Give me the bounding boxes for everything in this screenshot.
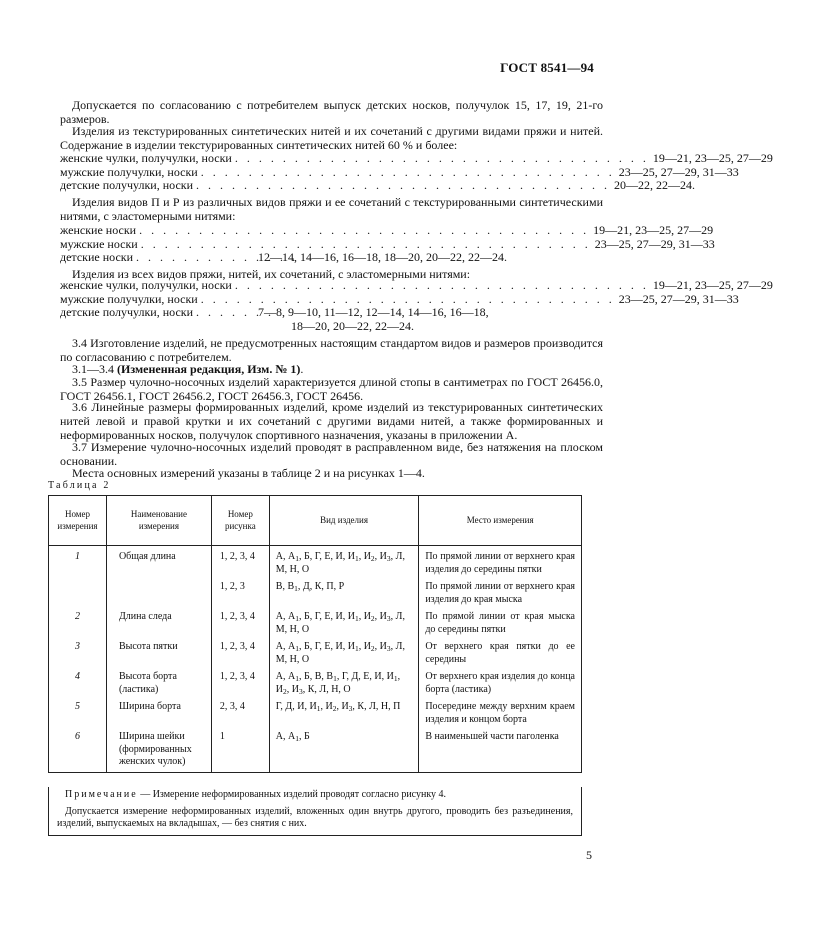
clause-3-4: 3.4 Изготовление изделий, не предусмотренных настоящим стандартом видов и размеров производится по согласованию с потребителем.	[60, 336, 603, 364]
clause-3-6: 3.6 Линейные размеры формированных изделий, кроме изделий из текстурированных синтетических нитей левой и правой крутки и их сочетаний с другими видами нитей, а также формированных и неформированных носков, получулок спортивного назначения, указаны в приложении А.	[60, 400, 603, 442]
cell-kind: А, $А_1$, Б, Г, Е, И, $И_1$, $И_2$, $И_3$, Л, М, Н, О	[269, 606, 419, 636]
cell-number	[49, 576, 107, 606]
cell-place: Посередине между верхним краем изделия и концом борта	[419, 696, 582, 726]
list-item: женские носки . . . . . . . . . . . . . . . . . . . . . . . . . . . . . . . . . . . . . . 19—21, 23—25, 27—29	[60, 223, 714, 237]
measurements-table	[48, 495, 582, 773]
cell-kind: А, $А_1$, Б, В, $В_1$, Г, Д, Е, И, $И_1$, $И_2$, $И_3$, К, Л, Н, О	[269, 666, 419, 696]
clause-amendment: 3.1—3.4 (Измененная редакция, Изм. № 1).	[72, 362, 304, 376]
cell-name: Ширина борта	[106, 696, 211, 726]
table-row	[49, 606, 582, 636]
size-list-1	[60, 151, 773, 193]
list-item: детские получулки, носки . . . . . . . 7—8, 9—10, 11—12, 12—14, 14—16, 16—18,	[60, 305, 489, 319]
cell-figure: 1, 2, 3, 4	[211, 636, 269, 666]
cell-figure: 1, 2, 3, 4	[211, 666, 269, 696]
standard-header: ГОСТ 8541—94	[500, 60, 594, 75]
cell-figure: 1, 2, 3, 4	[211, 606, 269, 636]
table-row	[49, 636, 582, 666]
size-list-2	[60, 223, 715, 265]
cell-number: 1	[49, 546, 107, 577]
paragraph-all-yarns: Изделия из всех видов пряжи, нитей, их сочетаний, с эластомерными нитями:	[72, 267, 471, 281]
cell-place: В наименьшей части паголенка	[419, 726, 582, 772]
cell-figure: 1	[211, 726, 269, 772]
table-row	[49, 546, 582, 577]
cell-place: От верхнего края пятки до ее середины	[419, 636, 582, 666]
table-row	[49, 726, 582, 772]
paragraph-pr-types: Изделия видов П и Р из различных видов пряжи и ее сочетаний с текстурированными синтетическими нитями, с эластомерными нитями:	[60, 195, 603, 223]
table-note	[48, 787, 582, 836]
paragraph-measure-places: Места основных измерений указаны в таблице 2 и на рисунках 1—4.	[72, 466, 425, 480]
table-row	[49, 576, 582, 606]
cell-figure: 1, 2, 3	[211, 576, 269, 606]
cell-figure: 1, 2, 3, 4	[211, 546, 269, 577]
cell-kind: В, $В_1$, Д, К, П, Р	[269, 576, 419, 606]
cell-name: Длина следа	[106, 606, 211, 636]
table-row	[49, 666, 582, 696]
list-item: женские чулки, получулки, носки . . . . . . . . . . . . . . . . . . . . . . . . . . . . . . . . . . . 19—21, 23—25, 27—29	[60, 151, 773, 165]
cell-number: 5	[49, 696, 107, 726]
cell-kind: А, $А_1$, Б	[269, 726, 419, 772]
cell-number: 6	[49, 726, 107, 772]
header-place: Место измерения	[419, 496, 582, 546]
list-item: мужские получулки, носки . . . . . . . . . . . . . . . . . . . . . . . . . . . . . . . . . . . 23—25, 27—29, 31—33	[60, 164, 739, 179]
list-item: мужские носки . . . . . . . . . . . . . . . . . . . . . . . . . . . . . . . . . . . . . . 23—25, 27—29, 31—33	[60, 236, 715, 251]
cell-kind: А, $А_1$, Б, Г, Е, И, $И_1$, $И_2$, $И_3$, Л, М, Н, О	[269, 636, 419, 666]
paragraph-textured-yarn: Изделия из текстурированных синтетических нитей и их сочетаний с другими видами пряжи и нитей. Содержание в изделии текстурированных синтетических нитей 60 % и более:	[60, 124, 603, 152]
header-number: Номер измерения	[49, 496, 107, 546]
table-row	[49, 696, 582, 726]
cell-place: По прямой линии от верхнего края изделия до края мыска	[419, 576, 582, 606]
cell-name: Общая длина	[106, 546, 211, 577]
list-item: детские получулки, носки . . . . . . . . . . . . . . . . . . . . . . . . . . . . . . . . . . . 20—22, 22—24.	[60, 178, 696, 192]
cell-place: По прямой линии от верхнего края изделия до середины пятки	[419, 546, 582, 577]
cell-number: 2	[49, 606, 107, 636]
size-list-3	[60, 278, 773, 333]
header-kind: Вид изделия	[269, 496, 419, 546]
paragraph-children-sizes: Допускается по согласованию с потребителем выпуск детских носков, получулок 15, 17, 19, 21-го размеров.	[60, 98, 603, 126]
list-item: детские носки . . . . . . . . . . . . . . 12—14, 14—16, 16—18, 18—20, 20—22, 22—24.	[60, 250, 508, 264]
list-item: мужские получулки, носки . . . . . . . . . . . . . . . . . . . . . . . . . . . . . . . . . . . 23—25, 27—29, 31—33	[60, 291, 739, 306]
header-figure: Номер рисунка	[211, 496, 269, 546]
clause-3-7: 3.7 Измерение чулочно-носочных изделий проводят в расправленном виде, без натяжения на плоском основании.	[60, 440, 603, 468]
cell-name: Высота борта (ластика)	[106, 666, 211, 696]
cell-place: По прямой линии от края мыска до середины пятки	[419, 606, 582, 636]
cell-figure: 2, 3, 4	[211, 696, 269, 726]
cell-number: 3	[49, 636, 107, 666]
list-continuation: 18—20, 20—22, 22—24.	[291, 318, 414, 333]
page-number: 5	[586, 848, 592, 862]
list-item: женские чулки, получулки, носки . . . . . . . . . . . . . . . . . . . . . . . . . . . . . . . . . . . 19—21, 23—25, 27—29	[60, 278, 773, 292]
cell-name	[106, 576, 211, 606]
header-name: Наименование измерения	[106, 496, 211, 546]
cell-number: 4	[49, 666, 107, 696]
cell-name: Ширина шейки (формированных женских чулок)	[106, 726, 211, 772]
cell-kind: Г, Д, И, $И_1$, $И_2$, $И_3$, К, Л, Н, П	[269, 696, 419, 726]
clause-3-5: 3.5 Размер чулочно-носочных изделий характеризуется длиной стопы в сантиметрах по ГОСТ 26456.0, ГОСТ 26456.1, ГОСТ 26456.2, ГОСТ 26456.3, ГОСТ 26456.	[60, 375, 603, 403]
table-caption: Таблица 2	[48, 480, 111, 491]
note-line-2: Допускается измерение неформированных изделий, вложенных один внутрь другого, проводить без разъединения, изделий, выпускаемых на вкладышах, — без снятия с них.	[57, 805, 573, 829]
cell-name: Высота пятки	[106, 636, 211, 666]
cell-place: От верхнего края изделия до конца борта (ластика)	[419, 666, 582, 696]
cell-kind: А, $А_1$, Б, Г, Е, И, $И_1$, $И_2$, $И_3$, Л, М, Н, О	[269, 546, 419, 577]
table-header-row	[49, 496, 582, 546]
note-line: Примечание — Измерение неформированных изделий проводят согласно рисунку 4.	[65, 789, 447, 800]
